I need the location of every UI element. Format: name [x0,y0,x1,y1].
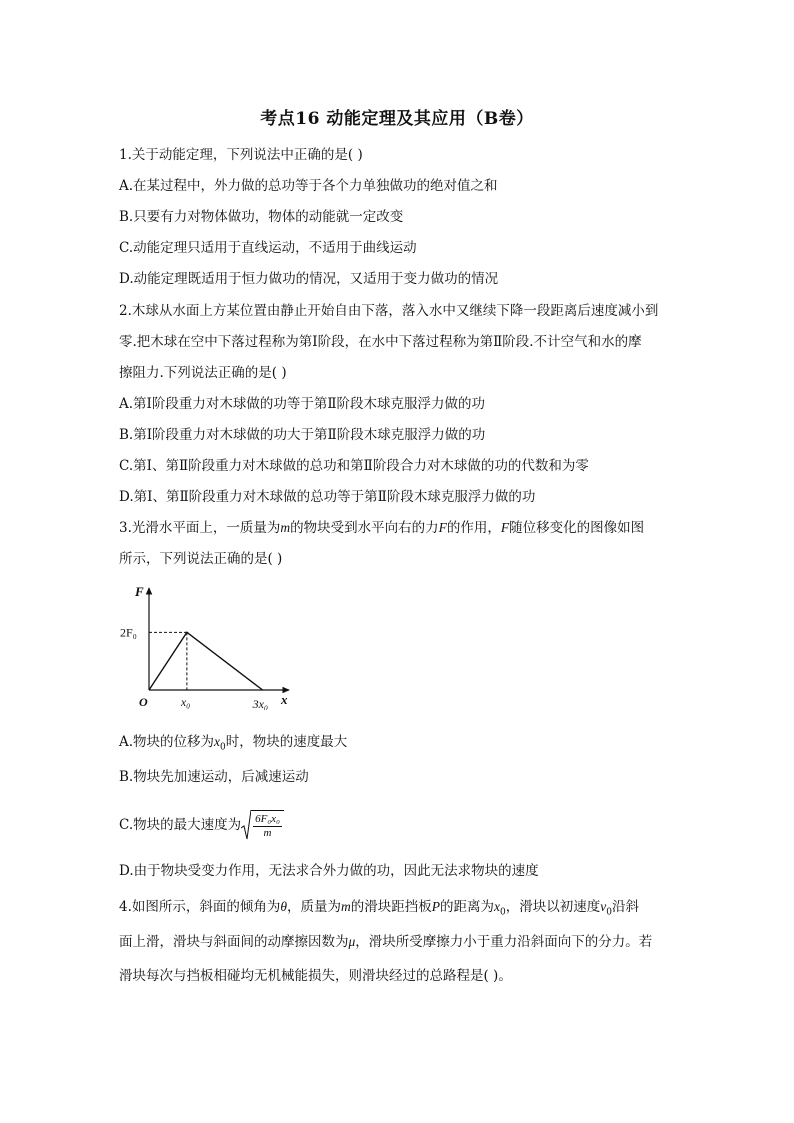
q3-stem-part: 随位移变化的图像如图 [509,520,645,536]
q3-option-c-text: C.物块的最大速度为 [119,817,242,833]
y-axis-label: F [135,584,144,599]
q4-text: 面上滑，滑块与斜面间的动摩擦因数为 [119,934,349,950]
question-1-option-c: C.动能定理只适用于直线运动，不适用于曲线运动 [119,240,417,256]
q4-text: ，质量为 [287,899,342,915]
q3-subscript: 0 [220,742,226,753]
question-4-line-3: 滑块每次与挡板相碰均无机械能损失，则滑块经过的总路程是( )。 [119,968,512,984]
q3-stem-part: 3.光滑水平面上，一质量为 [119,520,281,536]
q3-option-a-text: 时，物块的速度最大 [225,734,348,750]
q4-velocity-symbol: v [600,899,607,914]
q4-text: ，滑块所受摩擦力小于重力沿斜面向下的分力。若 [355,934,653,950]
q3-force-symbol: F [500,520,510,535]
force-curve [149,632,263,690]
q4-text: 4.如图所示，斜面的倾角为 [119,899,281,915]
formula-numerator: 6F₀x₀ [255,813,280,825]
question-2-stem-line-3: 擦阻力.下列说法正确的是( ) [119,365,287,381]
q3-option-a-text: A.物块的位移为 [119,734,215,750]
question-1-option-b: B.只要有力对物体做功，物体的动能就一定改变 [119,209,404,225]
question-1-option-a: A.在某过程中，外力做的总功等于各个力单独做功的绝对值之和 [119,178,498,194]
q4-plate-symbol: P [431,899,441,914]
question-1-option-d: D.动能定理既适用于恒力做功的情况，又适用于变力做功的情况 [119,271,499,287]
q4-friction-symbol: μ [348,934,356,949]
question-2-option-b: B.第Ⅰ阶段重力对木球做的功大于第Ⅱ阶段木球克服浮力做的功 [119,427,486,443]
max-speed-formula [241,810,284,841]
q4-angle-symbol: θ [280,899,288,914]
question-2-option-a: A.第Ⅰ阶段重力对木球做的功等于第Ⅱ阶段木球克服浮力做的功 [119,396,486,412]
y-tick-label: 2F₀ [120,625,137,640]
question-2-stem-line-2: 零.把木球在空中下落过程称为第Ⅰ阶段，在水中下落过程称为第Ⅱ阶段.不计空气和水的摩 [119,334,642,350]
q4-subscript: 0 [606,907,612,918]
question-3-stem-line-1 [119,518,679,538]
question-3-option-a [119,732,679,758]
x-tick-label-1: x₀ [180,695,191,709]
q3-mass-symbol: m [280,520,291,535]
q4-text: ，滑块以初速度 [505,899,601,915]
q4-subscript: 0 [500,907,506,918]
question-3-option-b: B.物块先加速运动，后减速运动 [119,769,309,785]
question-2-stem-line-1: 2.木球从水面上方某位置由静止开始自由下落，落入水中又继续下降一段距离后速度减小到 [119,303,659,319]
q3-displacement-symbol: x [214,734,221,749]
question-1-stem: 1.关于动能定理，下列说法中正确的是( ) [119,147,363,163]
q4-mass-symbol: m [341,899,351,914]
force-displacement-graph [119,580,299,710]
question-4-line-2 [119,932,679,952]
question-3-option-d: D.由于物块受变力作用，无法求合外力做的功，因此无法求物块的速度 [119,863,539,879]
x-tick-label-2: 3x₀ [252,697,269,710]
question-4-line-1 [119,897,679,923]
q4-distance-symbol: x [494,899,501,914]
page-title: 考点16 动能定理及其应用（B卷） [260,109,534,129]
q4-text: 沿斜 [612,899,639,915]
formula-denominator: m [263,827,272,839]
q3-stem-part: 的物块受到水平向右的力 [290,520,439,536]
q3-stem-part: 的作用， [446,520,501,536]
origin-label: O [139,695,148,709]
question-3-option-c [119,810,679,841]
q4-text: 的滑块距挡板 [350,899,432,915]
q3-force-symbol: F [438,520,447,535]
question-2-option-d: D.第Ⅰ、第Ⅱ阶段重力对木球做的总功等于第Ⅱ阶段木球克服浮力做的功 [119,489,536,505]
question-2-option-c: C.第Ⅰ、第Ⅱ阶段重力对木球做的总功和第Ⅱ阶段合力对木球做的功的代数和为零 [119,458,589,474]
q4-text: 的距离为 [440,899,495,915]
x-axis-label: x [281,692,288,707]
question-3-stem-line-2: 所示，下列说法正确的是( ) [119,551,283,567]
radical-sign [241,810,251,840]
